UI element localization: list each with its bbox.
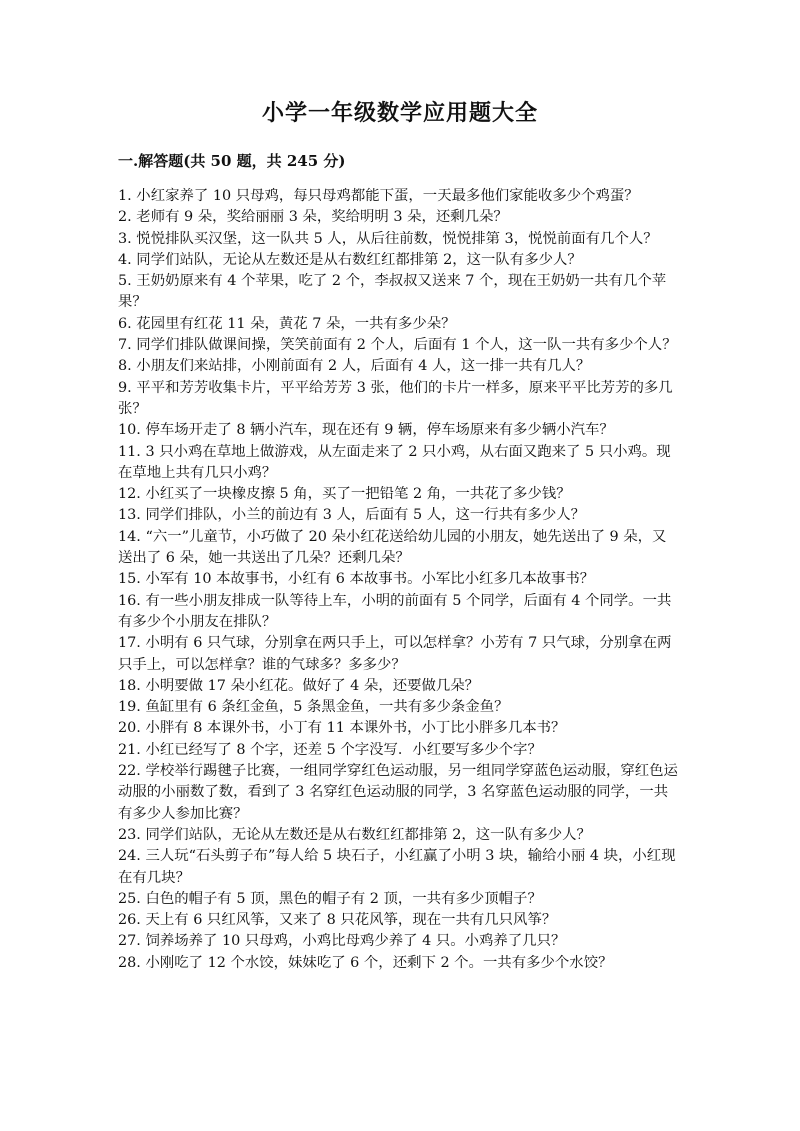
- question-item-15: 15. 小军有 10 本故事书，小红有 6 本故事书。小军比小红多几本故事书？: [118, 571, 595, 588]
- question-item-10: 10. 停车场开走了 8 辆小汽车，现在还有 9 辆，停车场原来有多少辆小汽车？: [118, 422, 614, 439]
- question-item-28: 28. 小刚吃了 12 个水饺，妹妹吃了 6 个，还剩下 2 个。一共有多少个水饺？: [118, 954, 613, 971]
- question-item-14: 14. “六一”儿童节，小巧做了 20 朵小红花送给幼儿园的小朋友，她先送出了 9 朵，又送出了 6 朵，她一共送出了几朵？还剩几朵？: [118, 528, 667, 567]
- question-item-8: 8. 小朋友们来站排，小刚前面有 2 人，后面有 4 人，这一排一共有几人？: [118, 358, 591, 375]
- question-item-5: 5. 王奶奶原来有 4 个苹果，吃了 2 个，李叔叔又送来 7 个，现在王奶奶一共有几个苹果？: [118, 273, 667, 311]
- question-item-17: 17. 小明有 6 只气球，分别拿在两只手上，可以怎样拿？小芳有 7 只气球，分别拿在两只手上，可以怎样拿？谁的气球多？多多少？: [118, 635, 672, 673]
- question-item-27: 27. 饲养场养了 10 只母鸡，小鸡比母鸡少养了 4 只。小鸡养了几只？: [118, 933, 566, 950]
- question-item-3: 3. 悦悦排队买汉堡，这一队共 5 人，从后往前数，悦悦排第 3，悦悦前面有几个人？: [118, 230, 658, 247]
- question-list: [118, 186, 678, 974]
- question-item-19: 19. 鱼缸里有 6 条红金鱼，5 条黑金鱼，一共有多少条金鱼？: [118, 699, 509, 716]
- question-item-16: 16. 有一些小朋友排成一队等待上车，小明的前面有 5 个同学，后面有 4 个同学。一共有多少个小朋友在排队？: [118, 592, 672, 630]
- question-item-23: 23. 同学们站队，无论从左数还是从右数红红都排第 2，这一队有多少人？: [118, 826, 591, 843]
- question-item-21: 21. 小红已经写了 8 个字，还差 5 个字没写．小红要写多少个字？: [118, 741, 542, 758]
- section-heading: 一.解答题(共 50 题，共 245 分): [118, 152, 346, 170]
- question-item-18: 18. 小明要做 17 朵小红花。做好了 4 朵，还要做几朵？: [118, 677, 480, 694]
- question-item-7: 7. 同学们排队做课间操，笑笑前面有 2 个人，后面有 1 个人，这一队一共有多少个人？: [118, 337, 677, 354]
- question-item-25: 25. 白色的帽子有 5 顶，黑色的帽子有 2 顶，一共有多少顶帽子？: [118, 890, 542, 907]
- question-item-4: 4. 同学们站队，无论从左数还是从右数红红都排第 2，这一队有多少人？: [118, 251, 582, 268]
- question-item-20: 20. 小胖有 8 本课外书，小丁有 11 本课外书，小丁比小胖多几本书？: [118, 720, 566, 737]
- question-item-11: 11. 3 只小鸡在草地上做游戏，从左面走来了 2 只小鸡，从右面又跑来了 5 只小鸡。现在草地上共有几只小鸡？: [118, 443, 671, 481]
- question-item-24: 24. 三人玩“石头剪子布”每人给 5 块石子，小红赢了小明 3 块，输给小丽 4 块，小红现在有几块？: [118, 848, 676, 886]
- page-title: 小学一年级数学应用题大全: [261, 100, 538, 126]
- question-item-6: 6. 花园里有红花 11 朵，黄花 7 朵，一共有多少朵？: [118, 315, 456, 332]
- question-item-1: 1. 小红家养了 10 只母鸡，每只母鸡都能下蛋，一天最多他们家能收多少个鸡蛋？: [118, 188, 639, 204]
- question-item-26: 26. 天上有 6 只红风筝，又来了 8 只花风筝，现在一共有几只风筝？: [118, 912, 557, 929]
- question-item-9: 9. 平平和芳芳收集卡片，平平给芳芳 3 张，他们的卡片一样多，原来平平比芳芳的多几张？: [118, 379, 673, 417]
- question-item-12: 12. 小红买了一块橡皮擦 5 角，买了一把铅笔 2 角，一共花了多少钱？: [118, 486, 571, 503]
- question-item-13: 13. 同学们排队，小兰的前边有 3 人，后面有 5 人，这一行共有多少人？: [118, 507, 586, 524]
- question-item-22: 22. 学校举行踢毽子比赛，一组同学穿红色运动服，另一组同学穿蓝色运动服，穿红色运动服的小丽数了数，看到了 3 名穿红色运动服的同学，3 名穿蓝色运动服的同学，一共有多少人参加比赛？: [118, 763, 678, 822]
- question-item-2: 2. 老师有 9 朵，奖给丽丽 3 朵，奖给明明 3 朵，还剩几朵？: [118, 209, 508, 226]
